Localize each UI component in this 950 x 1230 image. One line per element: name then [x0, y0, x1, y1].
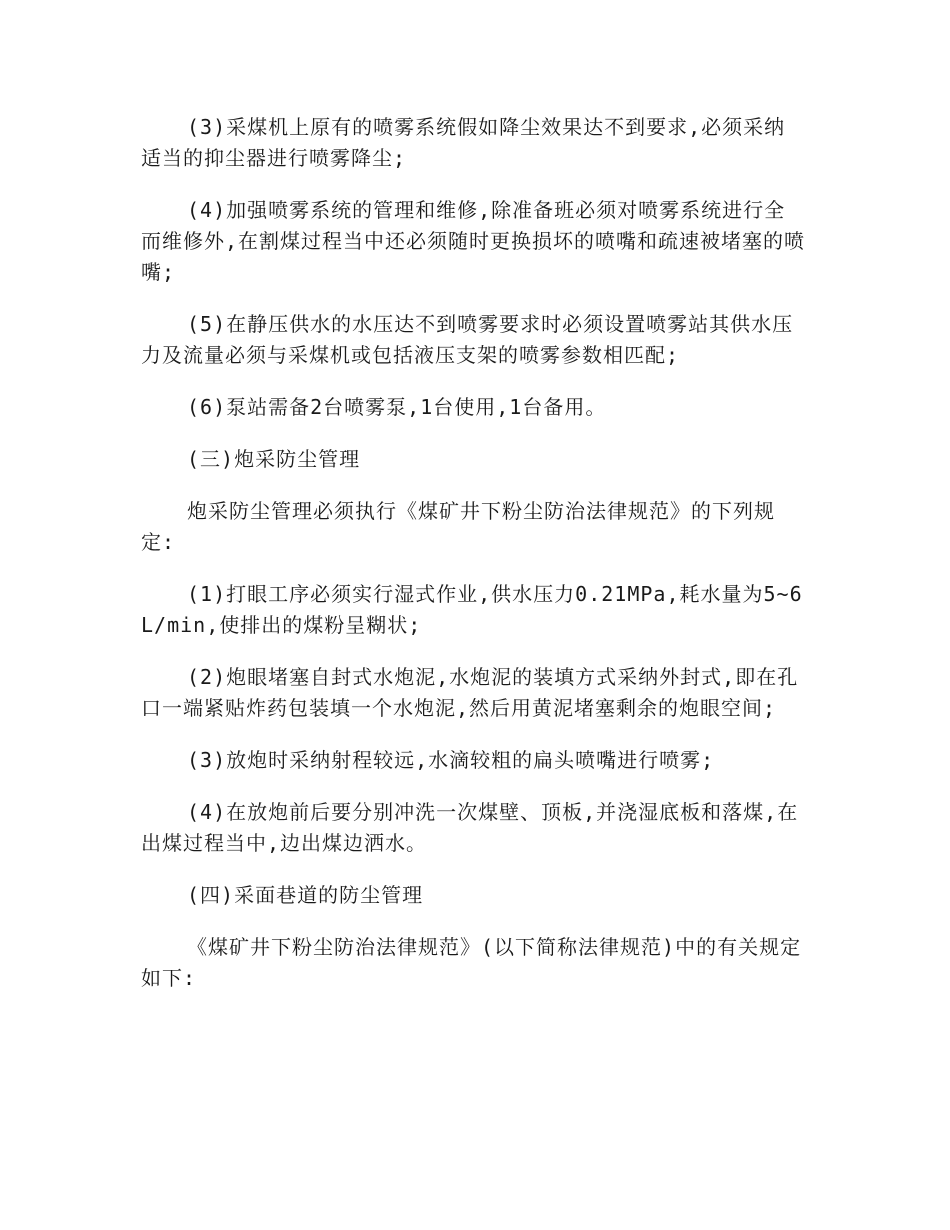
- document-body: [141, 112, 806, 1015]
- paragraph-item-6-pump-station: (6)泵站需备2台喷雾泵,1台使用,1台备用。: [187, 395, 607, 419]
- paragraph-item-4-washing: (4)在放炮前后要分别冲洗一次煤壁、顶板,并浇湿底板和落煤,在出煤过程当中,边出煤边洒水。: [141, 800, 799, 855]
- section-heading-blasting-dust: (三)炮采防尘管理: [187, 447, 361, 471]
- paragraph-item-2-stemming: (2)炮眼堵塞自封式水炮泥,水炮泥的装填方式采纳外封式,即在孔口一端紧贴炸药包装填一个水炮泥,然后用黄泥堵塞剩余的炮眼空间;: [141, 665, 799, 720]
- paragraph-item-1-drilling: (1)打眼工序必须实行湿式作业,供水压力0.21MPa,耗水量为5~6L/min,使排出的煤粉呈糊状;: [141, 582, 803, 637]
- paragraph-item-5-water-pressure: (5)在静压供水的水压达不到喷雾要求时必须设置喷雾站其供水压力及流量必须与采煤机或包括液压支架的喷雾参数相匹配;: [141, 312, 794, 367]
- paragraph-item-4-maintenance: (4)加强喷雾系统的管理和维修,除准备班必须对喷雾系统进行全而维修外,在割煤过程当中还必须随时更换损坏的喷嘴和疏速被堵塞的喷嘴;: [141, 198, 806, 284]
- paragraph-blasting-intro: 炮采防尘管理必须执行《煤矿井下粉尘防治法律规范》的下列规定:: [141, 499, 775, 554]
- section-heading-roadway-dust: (四)采面巷道的防尘管理: [187, 883, 424, 907]
- paragraph-regulation-intro: 《煤矿井下粉尘防治法律规范》(以下简称法律规范)中的有关规定如下:: [141, 935, 802, 990]
- paragraph-item-3-spray-system: (3)采煤机上原有的喷雾系统假如降尘效果达不到要求,必须采纳适当的抑尘器进行喷雾降尘;: [141, 115, 786, 170]
- paragraph-item-3-nozzle: (3)放炮时采纳射程较远,水滴较粗的扁头喷嘴进行喷雾;: [187, 748, 715, 772]
